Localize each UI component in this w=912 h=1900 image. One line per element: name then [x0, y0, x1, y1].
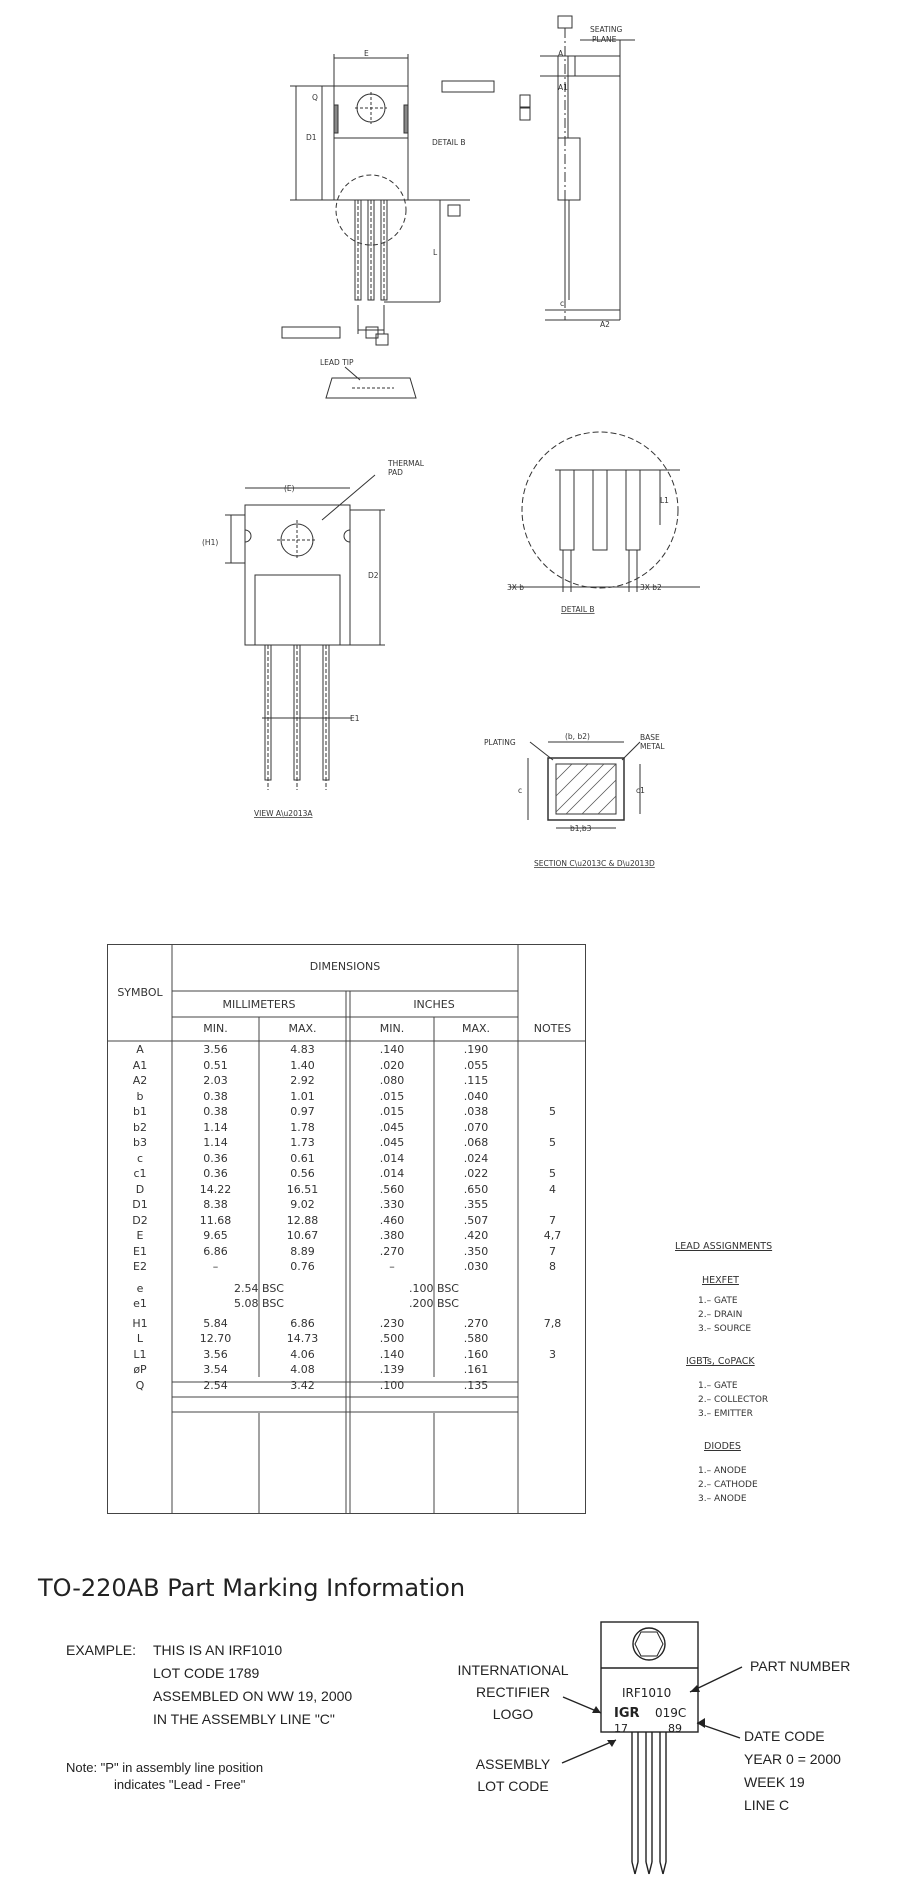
row-mm-min: 12.70 — [199, 1332, 232, 1345]
row-symbol: A2 — [132, 1074, 148, 1087]
svg-text:(H1): (H1) — [202, 538, 219, 547]
row-in-max: .022 — [463, 1167, 489, 1180]
row-note: 5 — [549, 1136, 556, 1149]
row-symbol: D — [135, 1182, 145, 1196]
svg-text:A1: A1 — [558, 83, 568, 92]
row-in-max: .580 — [463, 1332, 489, 1345]
chip-logo: IGR — [614, 1706, 640, 1721]
row-mm-min: 0.36 — [203, 1151, 228, 1165]
svg-text:L: L — [433, 248, 438, 257]
row-symbol: Q — [135, 1378, 145, 1392]
row-in-min: .460 — [379, 1213, 405, 1227]
row-mm-min: 0.38 — [203, 1089, 228, 1103]
example-line: LOT CODE 1789 — [153, 1665, 260, 1681]
row-in-max: .055 — [463, 1058, 489, 1072]
svg-text:c1: c1 — [636, 786, 645, 795]
row-mm-min: 14.22 — [199, 1182, 232, 1196]
svg-text:THERMAL: THERMAL — [388, 459, 424, 468]
date-code-line: WEEK 19 — [744, 1774, 805, 1790]
row-in-max: .070 — [463, 1120, 489, 1134]
row-mm-max: 0.61 — [290, 1151, 315, 1165]
chip-date-code: 019C — [655, 1706, 687, 1720]
row-mm-max: 0.76 — [290, 1260, 315, 1273]
row-mm-min: 11.68 — [199, 1213, 232, 1227]
detail-b — [510, 432, 700, 592]
row-in-max: .190 — [463, 1043, 489, 1056]
row-mm-bsc: 5.08 BSC — [233, 1297, 284, 1310]
svg-text:PLATING: PLATING — [484, 738, 516, 747]
date-code-line: LINE C — [744, 1797, 790, 1813]
lead-item: 3.– EMITTER — [698, 1409, 753, 1419]
row-mm-min: 3.54 — [203, 1363, 228, 1376]
row-note: 7,8 — [543, 1316, 562, 1330]
date-code-line: DATE CODE — [744, 1728, 825, 1744]
row-mm-max: 4.08 — [290, 1363, 315, 1376]
row-symbol: D1 — [132, 1198, 148, 1211]
row-mm-max: 3.42 — [290, 1378, 315, 1392]
svg-text:DETAIL B: DETAIL B — [432, 138, 466, 147]
header-dimensions: DIMENSIONS — [309, 960, 381, 973]
svg-text:3X b: 3X b — [507, 583, 525, 592]
row-mm-max: 10.67 — [286, 1229, 319, 1242]
row-in-max: .650 — [463, 1182, 489, 1196]
lead-item: 1.– GATE — [698, 1296, 738, 1306]
lead-group-igbts: IGBTs, CoPACK — [686, 1356, 755, 1367]
row-mm-max: 1.01 — [290, 1089, 315, 1103]
row-mm-min: 5.84 — [203, 1316, 228, 1330]
header-mm-min: MIN. — [203, 1022, 228, 1035]
row-note: 3 — [549, 1347, 556, 1361]
row-symbol: A1 — [132, 1058, 148, 1072]
row-symbol: b — [136, 1089, 144, 1103]
row-mm-min: 8.38 — [203, 1198, 228, 1211]
row-in-min: .140 — [379, 1347, 405, 1361]
svg-text:(E): (E) — [284, 484, 295, 493]
row-mm-min: 1.14 — [203, 1120, 228, 1134]
row-mm-min: 2.03 — [203, 1074, 228, 1087]
dimensions-table — [107, 944, 586, 1514]
header-millimeters: MILLIMETERS — [222, 998, 296, 1011]
row-mm-min: 0.36 — [203, 1167, 228, 1180]
row-symbol: e1 — [133, 1297, 147, 1310]
row-in-max: .038 — [463, 1105, 489, 1118]
row-in-max: .355 — [463, 1198, 489, 1211]
lot-code-label: ASSEMBLY — [475, 1756, 551, 1772]
row-mm-min: 0.51 — [203, 1058, 228, 1072]
row-mm-min: 0.38 — [203, 1105, 228, 1118]
lead-item: 1.– ANODE — [698, 1466, 747, 1476]
row-mm-max: 8.89 — [290, 1244, 315, 1258]
row-mm-max: 12.88 — [286, 1213, 319, 1227]
svg-text:DETAIL B: DETAIL B — [561, 605, 595, 614]
row-mm-bsc: 2.54 BSC — [233, 1281, 284, 1295]
example-line: THIS IS AN IRF1010 — [153, 1642, 283, 1658]
logo-label: LOGO — [492, 1706, 534, 1722]
logo-label: RECTIFIER — [476, 1684, 550, 1700]
row-mm-min: 3.56 — [203, 1043, 228, 1056]
example-label: EXAMPLE: — [66, 1642, 137, 1658]
row-in-min: .045 — [379, 1120, 405, 1134]
row-symbol: H1 — [132, 1316, 148, 1330]
lead-group-diodes: DIODES — [704, 1441, 741, 1452]
row-in-max: .350 — [463, 1244, 489, 1258]
row-in-bsc: .200 BSC — [408, 1297, 459, 1310]
row-mm-max: 4.83 — [290, 1043, 315, 1056]
row-mm-min: 6.86 — [203, 1244, 228, 1258]
lead-item: 1.– GATE — [698, 1381, 738, 1391]
row-mm-max: 4.06 — [290, 1347, 315, 1361]
row-in-min: .020 — [379, 1058, 405, 1072]
svg-text:A2: A2 — [600, 320, 610, 329]
row-symbol: b1 — [133, 1105, 147, 1118]
row-in-min: .015 — [379, 1089, 405, 1103]
row-in-min: .330 — [379, 1198, 405, 1211]
row-note: 4 — [549, 1182, 556, 1196]
row-note: 5 — [549, 1167, 556, 1180]
view-a-a — [225, 475, 385, 790]
lead-item: 2.– DRAIN — [698, 1310, 743, 1320]
row-mm-min: 3.56 — [203, 1347, 228, 1361]
side-view — [520, 16, 635, 320]
row-in-min: – — [389, 1260, 395, 1273]
row-in-max: .068 — [463, 1136, 489, 1149]
row-symbol: b2 — [133, 1120, 147, 1134]
row-in-max: .160 — [463, 1347, 489, 1361]
row-in-min: .139 — [379, 1363, 405, 1376]
row-in-min: .380 — [379, 1229, 405, 1242]
svg-text:SEATING: SEATING — [590, 25, 623, 34]
part-marking-title: TO-220AB Part Marking Information — [38, 1574, 466, 1602]
example-line: ASSEMBLED ON WW 19, 2000 — [153, 1688, 353, 1704]
lead-item: 3.– ANODE — [698, 1494, 747, 1504]
row-mm-max: 2.92 — [290, 1074, 315, 1087]
row-in-min: .100 — [379, 1378, 405, 1392]
lead-item: 3.– SOURCE — [698, 1324, 752, 1334]
row-symbol: A — [136, 1043, 144, 1056]
svg-text:VIEW A\u2013A: VIEW A\u2013A — [254, 809, 313, 818]
header-in-min: MIN. — [379, 1022, 405, 1035]
lot-code-label: LOT CODE — [477, 1778, 549, 1794]
row-in-max: .024 — [463, 1151, 489, 1165]
svg-text:LEAD TIP: LEAD TIP — [320, 358, 354, 367]
lead-item: 2.– CATHODE — [698, 1480, 758, 1490]
row-in-max: .161 — [463, 1363, 489, 1376]
logo-label: INTERNATIONAL — [457, 1662, 569, 1678]
row-mm-max: 0.97 — [290, 1105, 315, 1118]
row-in-max: .115 — [463, 1074, 489, 1087]
row-in-min: .014 — [379, 1151, 405, 1165]
row-mm-max: 0.56 — [290, 1167, 315, 1180]
row-in-min: .014 — [379, 1167, 405, 1180]
row-in-max: .420 — [463, 1229, 489, 1242]
row-mm-min: 2.54 — [203, 1378, 228, 1392]
svg-text:b1,b3: b1,b3 — [570, 824, 592, 833]
date-code-line: YEAR 0 = 2000 — [744, 1751, 841, 1767]
svg-text:D1: D1 — [306, 133, 317, 142]
row-mm-max: 1.40 — [290, 1058, 315, 1072]
row-symbol: b3 — [133, 1136, 147, 1149]
svg-text:E1: E1 — [350, 714, 360, 723]
row-symbol: E2 — [133, 1260, 147, 1273]
note-line: Note: "P" in assembly line position — [66, 1760, 264, 1775]
example-line: IN THE ASSEMBLY LINE "C" — [153, 1711, 335, 1727]
svg-text:PAD: PAD — [388, 468, 403, 477]
row-symbol: c1 — [133, 1167, 147, 1180]
row-note: 8 — [549, 1260, 556, 1273]
row-in-min: .080 — [379, 1074, 405, 1087]
header-inches: INCHES — [413, 998, 455, 1011]
row-note: 5 — [549, 1105, 556, 1118]
row-in-min: .230 — [379, 1316, 405, 1330]
marked-package — [0, 1570, 912, 1900]
row-in-max: .040 — [463, 1089, 489, 1103]
svg-text:SECTION C\u2013C & D\u2013D: SECTION C\u2013C & D\u2013D — [534, 859, 655, 868]
row-symbol: E — [136, 1229, 144, 1242]
svg-text:BASE: BASE — [640, 733, 660, 742]
svg-text:METAL: METAL — [640, 742, 665, 751]
chip-part-number: IRF1010 — [622, 1686, 672, 1700]
lead-group-hexfet: HEXFET — [702, 1275, 739, 1286]
row-symbol: e — [136, 1281, 144, 1295]
row-mm-max: 9.02 — [290, 1198, 315, 1211]
row-symbol: L1 — [133, 1347, 147, 1361]
row-note: 7 — [549, 1244, 556, 1258]
row-note: 4,7 — [543, 1229, 562, 1242]
row-note: 7 — [549, 1213, 556, 1227]
svg-text:D2: D2 — [368, 571, 379, 580]
part-number-label: PART NUMBER — [750, 1658, 851, 1674]
row-mm-min: 9.65 — [203, 1229, 228, 1242]
svg-text:PLANE: PLANE — [592, 35, 617, 44]
row-in-max: .507 — [463, 1213, 489, 1227]
row-symbol: L — [136, 1332, 144, 1345]
chip-lot-b: 89 — [668, 1722, 682, 1735]
header-symbol: SYMBOL — [117, 986, 163, 999]
note-line: indicates "Lead - Free" — [114, 1777, 246, 1792]
row-in-max: .030 — [463, 1260, 489, 1273]
row-in-min: .560 — [379, 1182, 405, 1196]
row-in-min: .500 — [379, 1332, 405, 1345]
row-in-min: .270 — [379, 1244, 405, 1258]
lead-item: 2.– COLLECTOR — [698, 1395, 769, 1405]
header-mm-max: MAX. — [288, 1022, 317, 1035]
svg-text:c: c — [560, 299, 565, 308]
row-mm-max: 14.73 — [286, 1332, 319, 1345]
mechanical-drawings — [0, 0, 912, 920]
row-symbol: øP — [133, 1363, 147, 1376]
row-symbol: D2 — [132, 1213, 148, 1227]
row-mm-min: 1.14 — [203, 1136, 228, 1149]
chip-lot-a: 17 — [614, 1722, 628, 1735]
svg-text:L1: L1 — [660, 496, 669, 505]
row-mm-max: 1.73 — [290, 1136, 315, 1149]
svg-text:3X b2: 3X b2 — [640, 583, 662, 592]
header-notes: NOTES — [533, 1022, 572, 1035]
lead-tip-view — [326, 367, 416, 398]
row-in-max: .135 — [463, 1378, 489, 1392]
svg-text:c: c — [518, 786, 523, 795]
row-symbol: E1 — [133, 1244, 147, 1258]
svg-text:E: E — [364, 49, 369, 58]
section-c-c — [528, 742, 640, 828]
svg-text:Q: Q — [312, 93, 318, 102]
row-in-min: .045 — [379, 1136, 405, 1149]
header-in-max: MAX. — [461, 1022, 491, 1035]
svg-text:A: A — [558, 49, 564, 58]
row-mm-max: 1.78 — [290, 1120, 315, 1134]
row-in-max: .270 — [463, 1316, 489, 1330]
row-mm-min: – — [212, 1260, 219, 1273]
svg-text:(b, b2): (b, b2) — [565, 732, 590, 741]
row-in-min: .140 — [379, 1043, 405, 1056]
row-mm-max: 16.51 — [286, 1182, 319, 1196]
row-in-min: .015 — [379, 1105, 405, 1118]
row-mm-max: 6.86 — [290, 1316, 315, 1330]
lead-assignments-title: LEAD ASSIGNMENTS — [675, 1241, 773, 1252]
row-symbol: c — [136, 1151, 144, 1165]
row-in-bsc: .100 BSC — [408, 1281, 459, 1295]
